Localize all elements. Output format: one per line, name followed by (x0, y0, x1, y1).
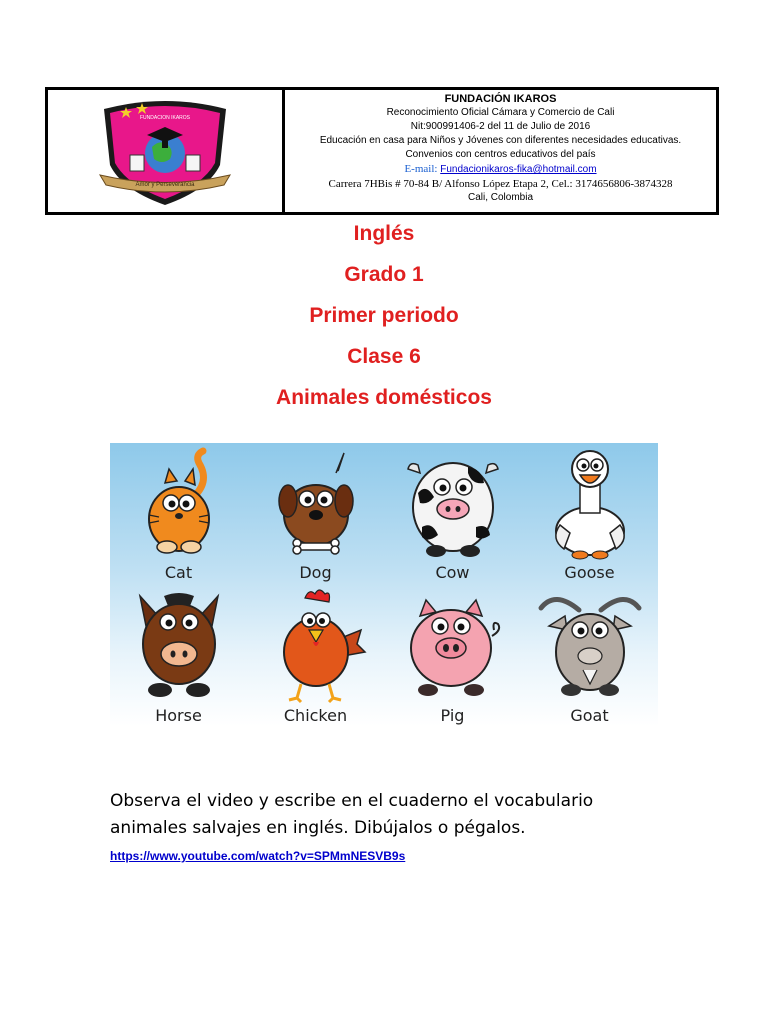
title-topic: Animales domésticos (276, 386, 492, 409)
animal-label-cow: Cow (435, 563, 470, 582)
title-period: Primer periodo (309, 304, 459, 327)
logo-title: FUNDACION IKAROS (139, 115, 191, 121)
header-line-nit: Nit:900991406-2 del 11 de Julio de 2016 (410, 121, 591, 132)
info-cell (285, 90, 716, 212)
animal-label-dog: Dog (299, 563, 332, 582)
header-box (45, 87, 719, 215)
cat-icon (129, 443, 229, 561)
chicken-icon (261, 586, 371, 704)
address-line: Carrera 7HBis # 70-84 B/ Alfonso López Etapa 2, Cel.: 3174656806-3874328 (328, 178, 673, 190)
animal-goat (521, 586, 658, 727)
animal-label-horse: Horse (155, 706, 202, 725)
animal-label-goose: Goose (564, 563, 615, 582)
animal-chicken (247, 586, 384, 727)
goose-icon (540, 443, 640, 561)
organization-name: FUNDACIÓN IKAROS (444, 93, 557, 105)
animals-illustration (110, 443, 658, 726)
animal-label-chicken: Chicken (283, 706, 348, 725)
email-link[interactable]: Fundacionikaros-fika@hotmail.com (440, 164, 597, 175)
animal-pig (384, 586, 521, 727)
email-row (285, 162, 716, 177)
animal-dog (247, 443, 384, 584)
instructions-text: Observa el video y escribe en el cuaderno el vocabulario animales salvajes en inglés. Dibújalos o pégalos. (110, 791, 594, 838)
animal-label-goat: Goat (570, 706, 609, 725)
logo-cell (48, 90, 285, 212)
title-block (0, 213, 768, 418)
header-line-agreements: Convenios con centros educativos del país (405, 149, 596, 160)
title-subject: Inglés (353, 222, 415, 245)
logo-motto: Amor y Perseverancia (135, 182, 195, 188)
foundation-logo (90, 95, 240, 207)
animal-horse (110, 586, 247, 727)
animal-cat (110, 443, 247, 584)
horse-icon (124, 586, 234, 704)
animal-goose (521, 443, 658, 584)
goat-icon (535, 586, 645, 704)
header-line-education: Educación en casa para Niños y Jóvenes con diferentes necesidades educativas. (319, 135, 682, 146)
animal-cow (384, 443, 521, 584)
title-grade: Grado 1 (344, 263, 424, 286)
animal-label-pig: Pig (440, 706, 465, 725)
pig-icon (398, 586, 508, 704)
cow-icon (398, 443, 508, 561)
email-label: E-mail: (404, 163, 438, 175)
animal-label-cat: Cat (164, 563, 193, 582)
header-line-recognition: Reconocimiento Oficial Cámara y Comercio de Cali (386, 107, 615, 118)
city-line: Cali, Colombia (467, 192, 534, 203)
video-link[interactable]: https://www.youtube.com/watch?v=SPMmNESVB9s (110, 849, 406, 863)
title-class: Clase 6 (347, 345, 421, 368)
dog-icon (266, 443, 366, 561)
